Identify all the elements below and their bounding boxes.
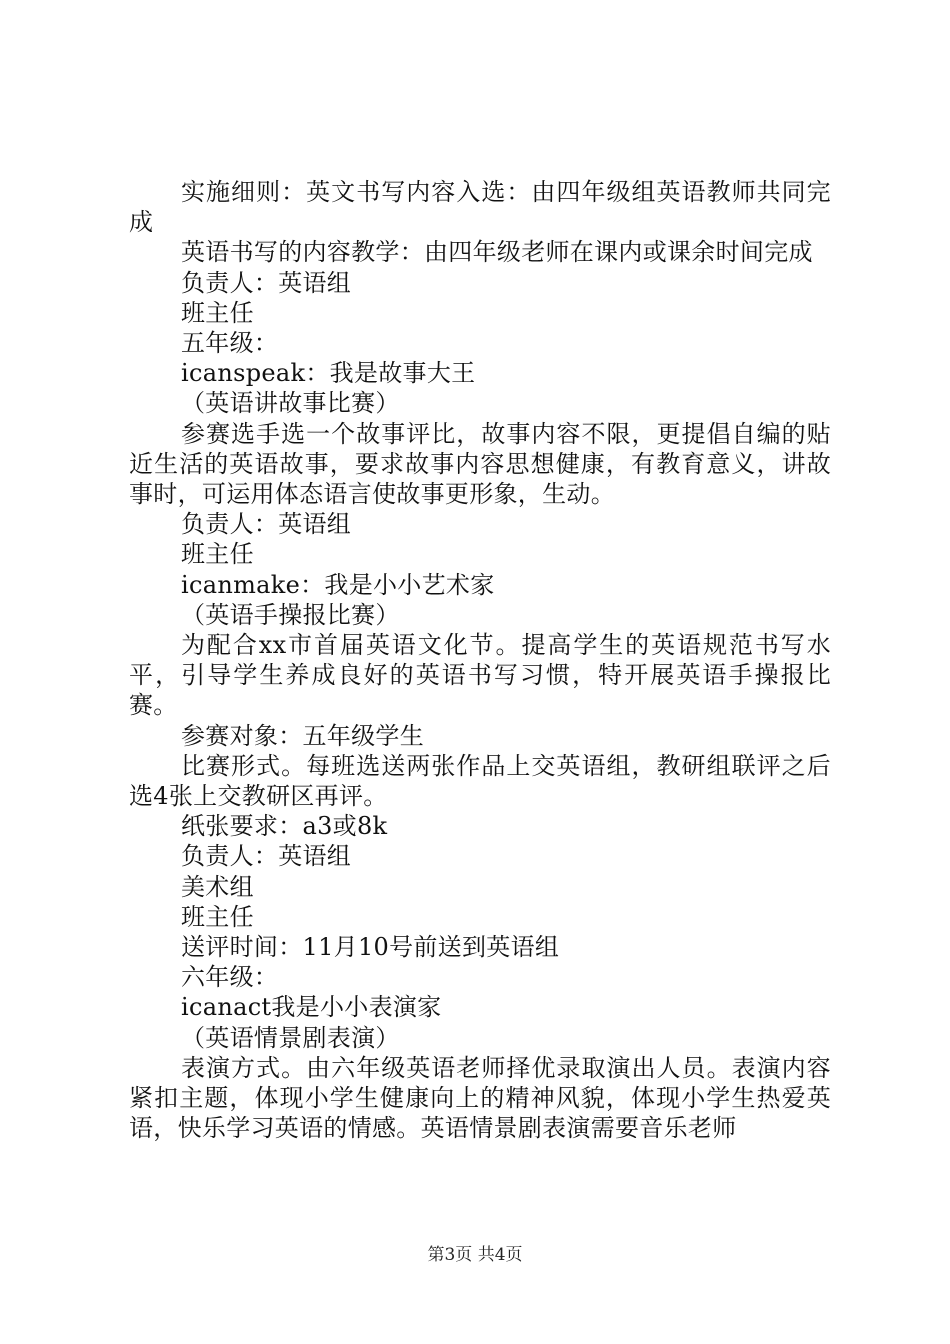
paragraph-paper-requirement: 纸张要求：a3或8k (181, 812, 388, 841)
paragraph-storytelling-rules: 参赛选手选一个故事评比，故事内容不限，更提倡自编的贴近生活的英语故事，要求故事内容思想健康，有教育意义，讲故事时，可运用体态语言使故事更形象，生动。 (129, 419, 831, 509)
paragraph-storytelling-subtitle: （英语讲故事比赛） (181, 389, 400, 418)
paragraph-handout-subtitle: （英语手操报比赛） (181, 600, 400, 629)
paragraph-grade-six: 六年级： (181, 963, 279, 992)
paragraph-drama-subtitle: （英语情景剧表演） (181, 1023, 400, 1052)
paragraph-submission-time: 送评时间：11月10号前送到英语组 (181, 933, 560, 962)
paragraph-icanspeak-title: icanspeak：我是故事大王 (181, 359, 476, 388)
paragraph-class-teacher-3: 班主任 (181, 902, 254, 931)
paragraph-responsible-2: 负责人：英语组 (181, 510, 352, 539)
paragraph-class-teacher-1: 班主任 (181, 298, 254, 327)
paragraph-writing-teaching: 英语书写的内容教学：由四年级老师在课内或课余时间完成 (181, 238, 813, 267)
paragraph-responsible-3: 负责人：英语组 (181, 842, 352, 871)
paragraph-performance-method: 表演方式。由六年级英语老师择优录取演出人员。表演内容紧扣主题，体现小学生健康向上的精神风貌，体现小学生热爱英语，快乐学习英语的情感。英语情景剧表演需要音乐老师 (129, 1053, 831, 1143)
paragraph-implementation-details: 实施细则：英文书写内容入选：由四年级组英语教师共同完成 (129, 178, 831, 237)
paragraph-class-teacher-2: 班主任 (181, 540, 254, 569)
document-body (129, 177, 831, 1144)
paragraph-icanmake-title: icanmake：我是小小艺术家 (181, 570, 495, 599)
page-number-footer: 第3页 共4页 (427, 1245, 523, 1265)
paragraph-competition-format: 比赛形式。每班选送两张作品上交英语组，教研组联评之后选4张上交教研区再评。 (129, 751, 831, 811)
paragraph-art-group: 美术组 (181, 872, 254, 901)
paragraph-icanact-title: icanact我是小小表演家 (181, 993, 442, 1022)
paragraph-handout-purpose: 为配合xx市首届英语文化节。提高学生的英语规范书写水平，引导学生养成良好的英语书写习惯，特开展英语手操报比赛。 (129, 631, 831, 720)
paragraph-responsible-1: 负责人：英语组 (181, 268, 352, 297)
paragraph-participants: 参赛对象：五年级学生 (181, 721, 424, 750)
paragraph-grade-five: 五年级： (181, 329, 279, 358)
